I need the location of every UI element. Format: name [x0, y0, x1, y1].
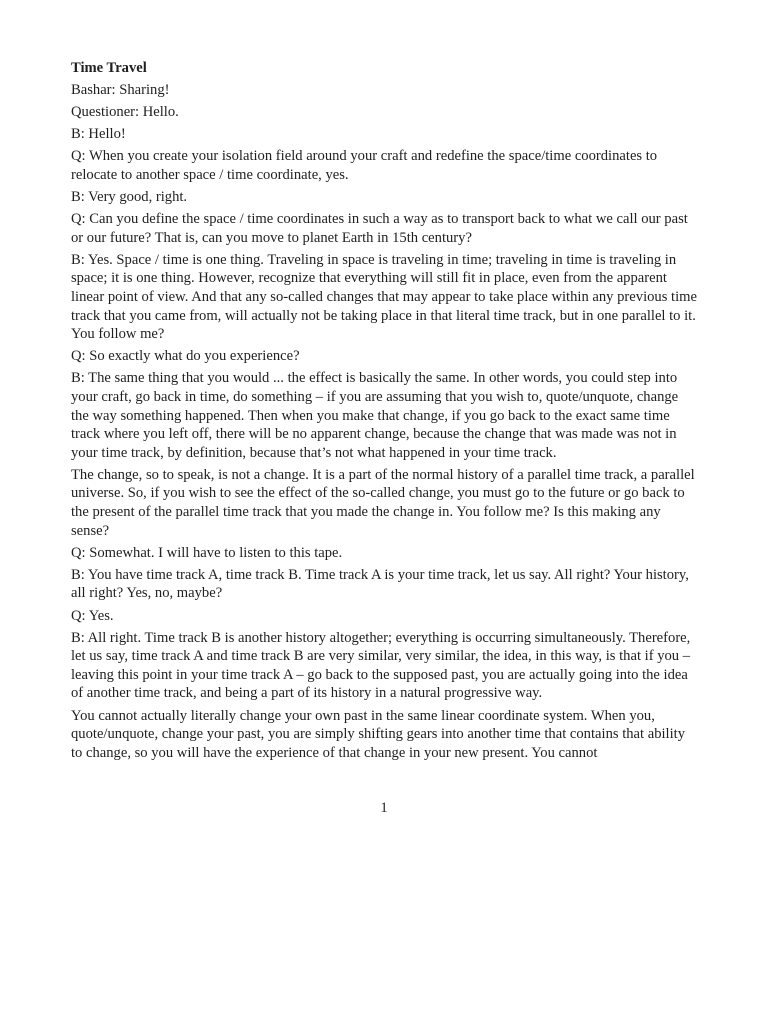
paragraph-b-time-track-a-b: B: You have time track A, time track B. Time track A is your time track, let us say. All right? Your history, all right? Yes, no, maybe?: [71, 566, 689, 602]
paragraph-q-somewhat: Q: Somewhat. I will have to listen to this tape.: [71, 544, 343, 561]
paragraph-b-space-time-one-thing: B: Yes. Space / time is one thing. Traveling in space is traveling in time; traveling in time is traveling in space; it is one thing. However, recognize that everything will still fit in place, even from the apparent linear point of view. And that any so-called changes that may appear to take place within any previous time track that you came from, will actually not be taking place in that literal time track, but in one parallel to it. You follow me?: [71, 251, 697, 343]
paragraph-questioner-greeting: Questioner: Hello.: [71, 104, 179, 121]
paragraph-change-not-a-change: The change, so to speak, is not a change. It is a part of the normal history of a parallel time track, a parallel universe. So, if you wish to see the effect of the so-called change, you must go to the future or go back to the present of the parallel time track that you made the change in. You follow me? Is this making any sense?: [71, 466, 695, 539]
paragraph-q-isolation-field: Q: When you create your isolation field around your craft and redefine the space/time coordinates to relocate to another space / time coordinate, yes.: [71, 148, 658, 183]
paragraph-bashar-greeting: Bashar: Sharing!: [71, 82, 170, 99]
paragraph-b-track-b-history: B: All right. Time track B is another history altogether; everything is occurring simultaneously. Therefore, let us say, time track A and time track B are very similar, very similar, the idea, in this way, is that if you – leaving this point in your time track A – go back to the supposed past, you are actually going into the idea of another time track, and being a part of its history in a natural progressive way.: [71, 629, 691, 702]
paragraph-b-hello: B: Hello!: [71, 126, 126, 143]
page-number: 1: [380, 800, 388, 816]
paragraph-q-define-coordinates: Q: Can you define the space / time coordinates in such a way as to transport back to what we call our past or our future? That is, can you move to planet Earth in 15th century?: [71, 211, 688, 246]
paragraph-b-same-effect: B: The same thing that you would ... the effect is basically the same. In other words, you could step into your craft, go back in time, do something – if you are assuming that you wish to, quote/unquote, change the way something happened. Then when you make that change, if you go back to the exact same time track where you left off, there will be no apparent change, because the change that was made was not in your time track, by definition, because that’s not what happened in your time track.: [71, 370, 679, 461]
document-body: [71, 59, 699, 766]
paragraph-b-very-good: B: Very good, right.: [71, 189, 188, 206]
paragraph-q-yes: Q: Yes.: [71, 607, 114, 624]
document-title: Time Travel: [71, 60, 147, 76]
paragraph-q-what-experience: Q: So exactly what do you experience?: [71, 348, 300, 365]
paragraph-cannot-change-past: You cannot actually literally change your own past in the same linear coordinate system. When you, quote/unquote, change your past, you are simply shifting gears into another time that contains that ability to change, so you will have the experience of that change in your new present. You cannot: [71, 707, 686, 761]
